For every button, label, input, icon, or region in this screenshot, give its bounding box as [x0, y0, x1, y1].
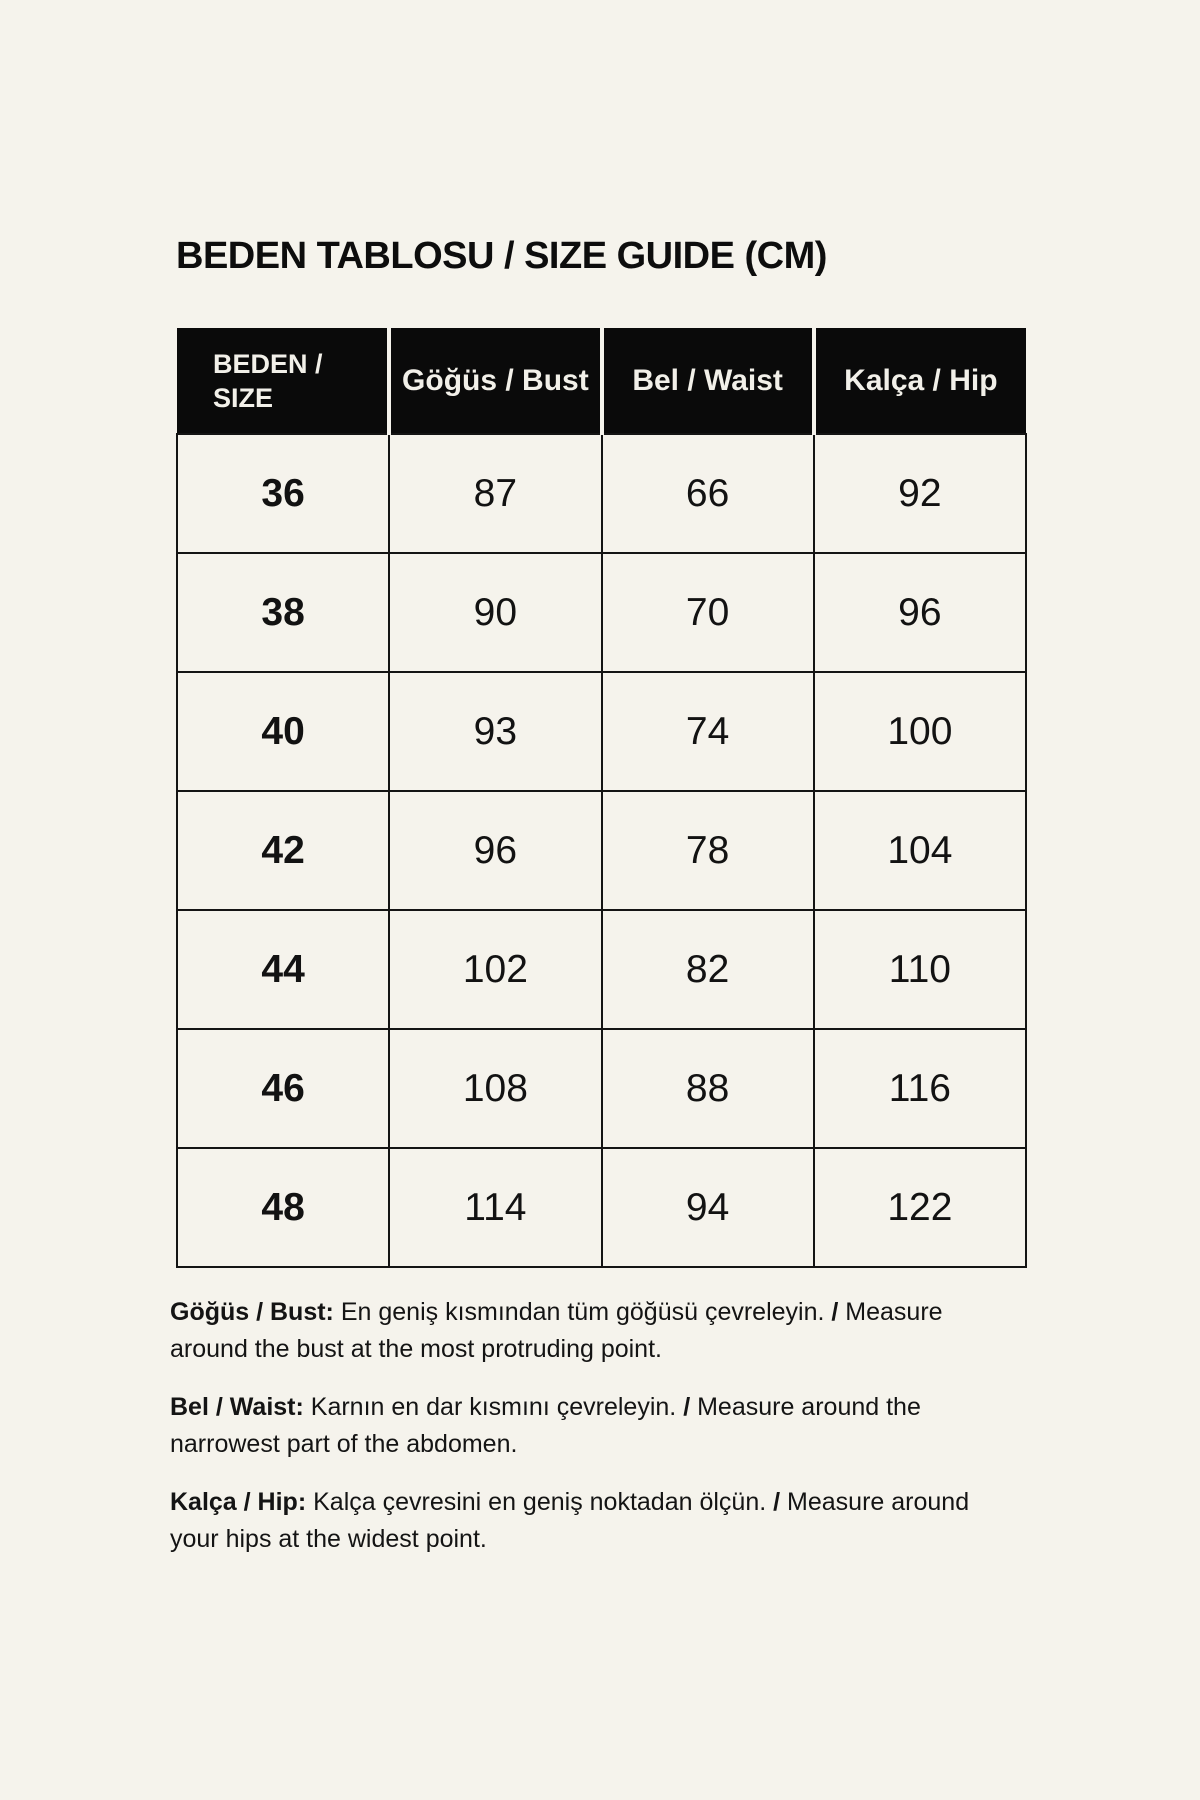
column-header-bust: Göğüs / Bust [389, 328, 601, 434]
hip-cell: 100 [814, 672, 1026, 791]
note-hip [170, 1484, 1180, 1558]
note-waist [170, 1389, 1180, 1463]
header-size-line1: BEDEN / [213, 348, 323, 379]
size-cell: 36 [177, 434, 389, 553]
waist-cell: 88 [602, 1029, 814, 1148]
size-cell: 48 [177, 1148, 389, 1267]
header-size-line2: SIZE [213, 382, 274, 413]
hip-cell: 104 [814, 791, 1026, 910]
hip-cell: 116 [814, 1029, 1026, 1148]
note-hip-english-line1: Measure around [787, 1488, 970, 1516]
waist-cell: 94 [602, 1148, 814, 1267]
table-row [177, 553, 1026, 672]
note-bust-english-line2: around the bust at the most protruding point. [170, 1335, 662, 1363]
bust-cell: 114 [389, 1148, 601, 1267]
bust-cell: 87 [389, 434, 601, 553]
waist-cell: 78 [602, 791, 814, 910]
waist-cell: 70 [602, 553, 814, 672]
note-hip-english-line2: your hips at the widest point. [170, 1525, 487, 1553]
size-cell: 44 [177, 910, 389, 1029]
note-waist-label: Bel / Waist: [170, 1393, 304, 1421]
note-bust-label: Göğüs / Bust: [170, 1298, 334, 1326]
note-hip-slash: / [773, 1488, 781, 1516]
page-title: BEDEN TABLOSU / SIZE GUIDE (CM) [176, 235, 827, 277]
hip-cell: 122 [814, 1148, 1026, 1267]
table-row [177, 1148, 1026, 1267]
column-header-size [177, 328, 389, 434]
bust-cell: 102 [389, 910, 601, 1029]
table-row [177, 910, 1026, 1029]
table-row [177, 434, 1026, 553]
measurement-notes [170, 1294, 1180, 1558]
bust-cell: 96 [389, 791, 601, 910]
note-waist-english-line2: narrowest part of the abdomen. [170, 1430, 518, 1458]
waist-cell: 74 [602, 672, 814, 791]
size-cell: 40 [177, 672, 389, 791]
bust-cell: 90 [389, 553, 601, 672]
size-cell: 46 [177, 1029, 389, 1148]
hip-cell: 110 [814, 910, 1026, 1029]
table-row [177, 672, 1026, 791]
note-bust-turkish: En geniş kısmından tüm göğüsü çevreleyin. [340, 1298, 825, 1326]
hip-cell: 92 [814, 434, 1026, 553]
bust-cell: 93 [389, 672, 601, 791]
column-header-hip: Kalça / Hip [814, 328, 1026, 434]
bust-cell: 108 [389, 1029, 601, 1148]
size-guide-table [176, 328, 1027, 1268]
hip-cell: 96 [814, 553, 1026, 672]
note-bust-english-line1: Measure [845, 1298, 943, 1326]
column-header-waist: Bel / Waist [602, 328, 814, 434]
size-cell: 38 [177, 553, 389, 672]
note-waist-turkish: Karnın en dar kısmını çevreleyin. [310, 1393, 677, 1421]
table-row [177, 791, 1026, 910]
note-bust-slash: / [831, 1298, 839, 1326]
size-cell: 42 [177, 791, 389, 910]
note-waist-slash: / [683, 1393, 691, 1421]
waist-cell: 82 [602, 910, 814, 1029]
note-hip-turkish: Kalça çevresini en geniş noktadan ölçün. [313, 1488, 767, 1516]
note-hip-label: Kalça / Hip: [170, 1488, 307, 1516]
waist-cell: 66 [602, 434, 814, 553]
note-waist-english-line1: Measure around the [697, 1393, 921, 1421]
table-row [177, 1029, 1026, 1148]
note-bust [170, 1294, 1180, 1368]
header-row [177, 328, 1026, 434]
